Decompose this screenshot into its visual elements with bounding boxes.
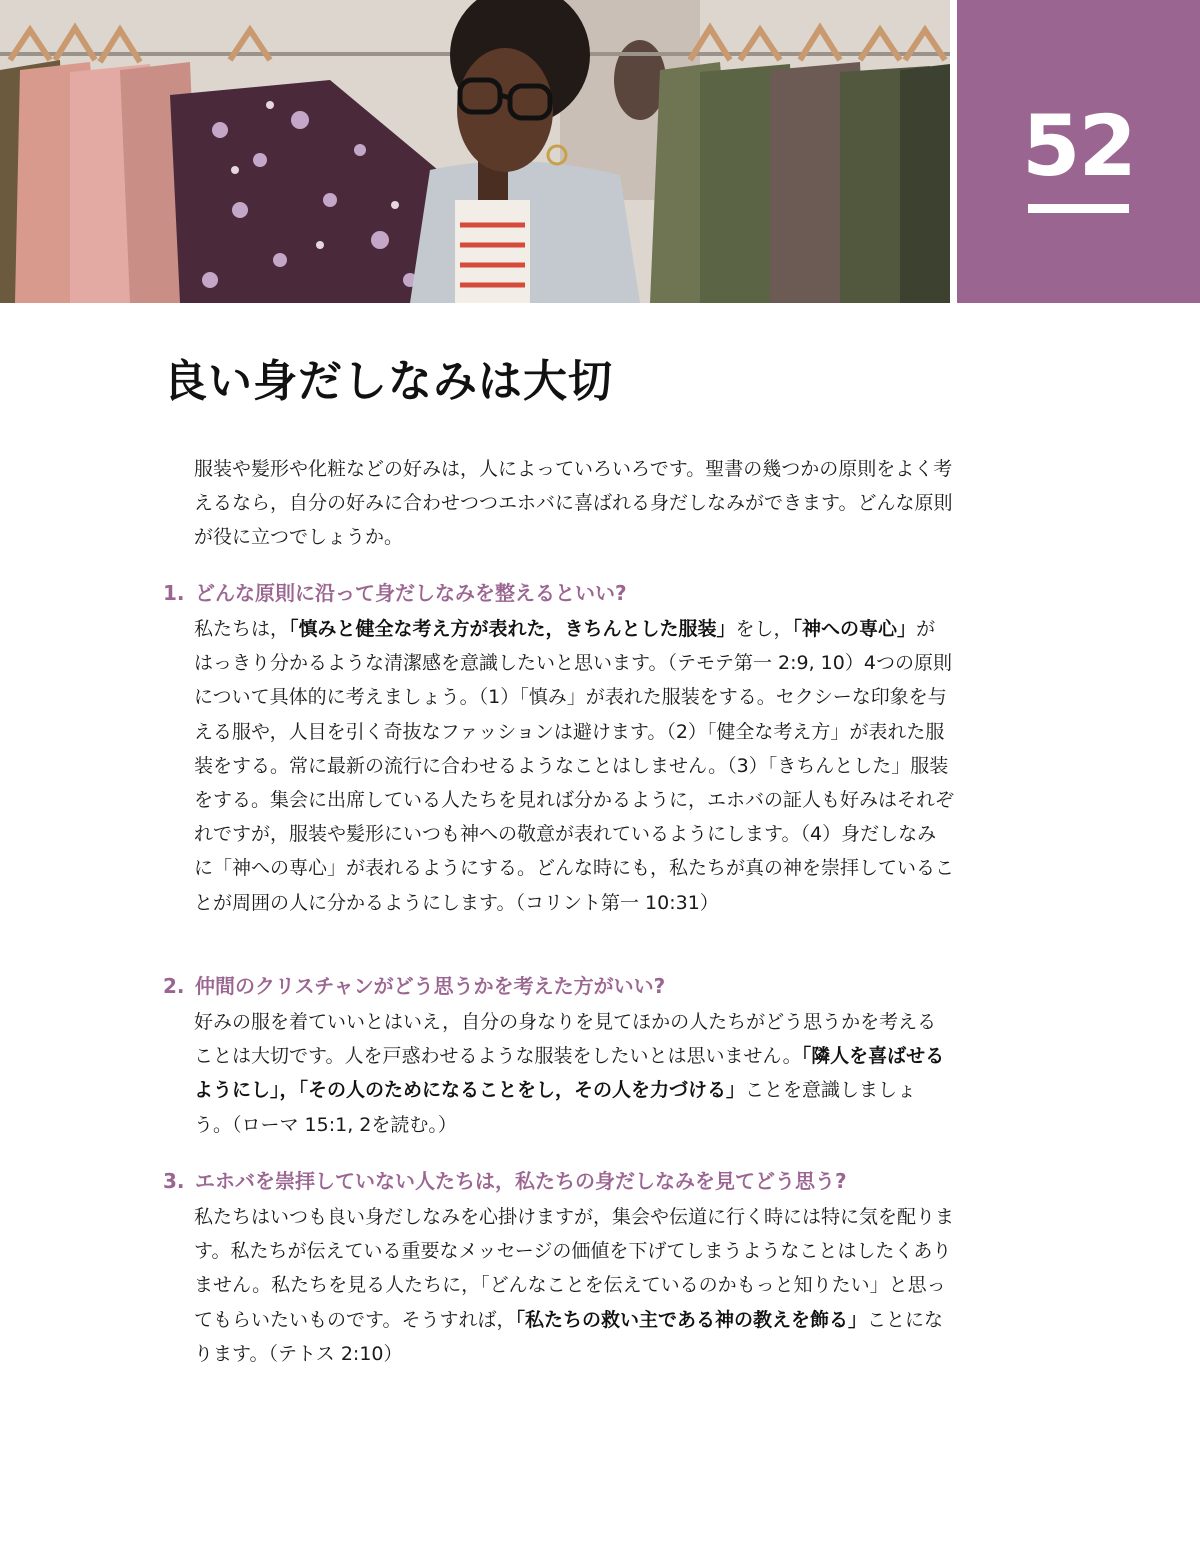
page-title: 良い身だしなみは大切 [163, 356, 613, 407]
lesson-number: 52 [1022, 97, 1135, 195]
answer-text: をし， [735, 618, 793, 640]
photo-woman-shopping-clothes-icon [0, 0, 950, 303]
question-number: 1. [163, 581, 185, 605]
question-section-2 [163, 969, 955, 1142]
question-answer [194, 1200, 954, 1371]
question-section-1 [163, 576, 955, 920]
answer-text: がはっきり分かるような清潔感を意識したいと思います。（テモテ第一 2:9, 10）4つの原則について具体的に考えましょう。（1）「慎み」が表れた服装をする。セクシーな印象を与える服や，人目を引く奇抜なファッションは避けます。（2）「健全な考え方」が表れた服装をする。常に最新の流行に合わせるようなことはしません。（3）「きちんとした」服装をする。集会に出席している人たちを見れば分かるように，エホバの証人も好みはそれぞれですが，服装や髪形にいつも神への敬意が表れているようにします。（4）身だしなみに「神への専心」が表れるようにする。どんな時にも，私たちが真の神を崇拝していることが周囲の人に分かるようにします。（コリント第一 10:31） [194, 618, 955, 914]
lesson-number-underline [1028, 204, 1129, 213]
answer-text: ことになります。（テトス 2:10） [194, 1308, 944, 1365]
question-number: 3. [163, 1169, 185, 1193]
question-answer [194, 612, 954, 920]
question-answer [194, 1005, 954, 1142]
scripture-quote: 「隣人を喜ばせるようにし」，「その人のためになることをし，その人を力づける」 [194, 1045, 945, 1102]
question-number: 2. [163, 974, 185, 998]
question-text: エホバを崇拝していない人たちは，私たちの身だしなみを見てどう思う? [195, 1169, 847, 1193]
hero-photo [0, 0, 950, 303]
answer-text: 好みの服を着ていいとはいえ，自分の身なりを見てほかの人たちがどう思うかを考えることは大切です。人を戸惑わせるような服装をしたいとは思いません。 [194, 1011, 937, 1068]
question-heading [163, 969, 955, 1003]
intro-paragraph: 服装や髪形や化粧などの好みは，人によっていろいろです。聖書の幾つかの原則をよく考えるなら，自分の好みに合わせつつエホバに喜ばれる身だしなみができます。どんな原則が役に立つでしょうか。 [194, 458, 953, 548]
scripture-quote: 「神への専心」 [792, 618, 917, 640]
answer-text: 私たちはいつも良い身だしなみを心掛けますが，集会や伝道に行く時には特に気を配ります。私たちが伝えている重要なメッセージの価値を下げてしまうようなことはしたくありません。私たちを見る人たちに，「どんなことを伝えているのかもっと知りたい」と思ってもらいたいものです。そうすれば， [194, 1206, 955, 1331]
lesson-number-badge [957, 0, 1200, 303]
question-text: どんな原則に沿って身だしなみを整えるといい? [195, 581, 627, 605]
scripture-quote: 「慎みと健全な考え方が表れた，きちんとした服装」 [289, 618, 736, 640]
answer-text: ことを意識しましょう。（ローマ 15:1, 2を読む。） [194, 1079, 917, 1136]
answer-text: 私たちは， [194, 618, 290, 640]
question-text: 仲間のクリスチャンがどう思うかを考えた方がいい? [195, 974, 666, 998]
scripture-quote: 「私たちの救い主である神の教えを飾る」 [515, 1308, 867, 1331]
question-heading [163, 576, 955, 610]
question-section-3 [163, 1164, 955, 1371]
question-heading [163, 1164, 955, 1198]
